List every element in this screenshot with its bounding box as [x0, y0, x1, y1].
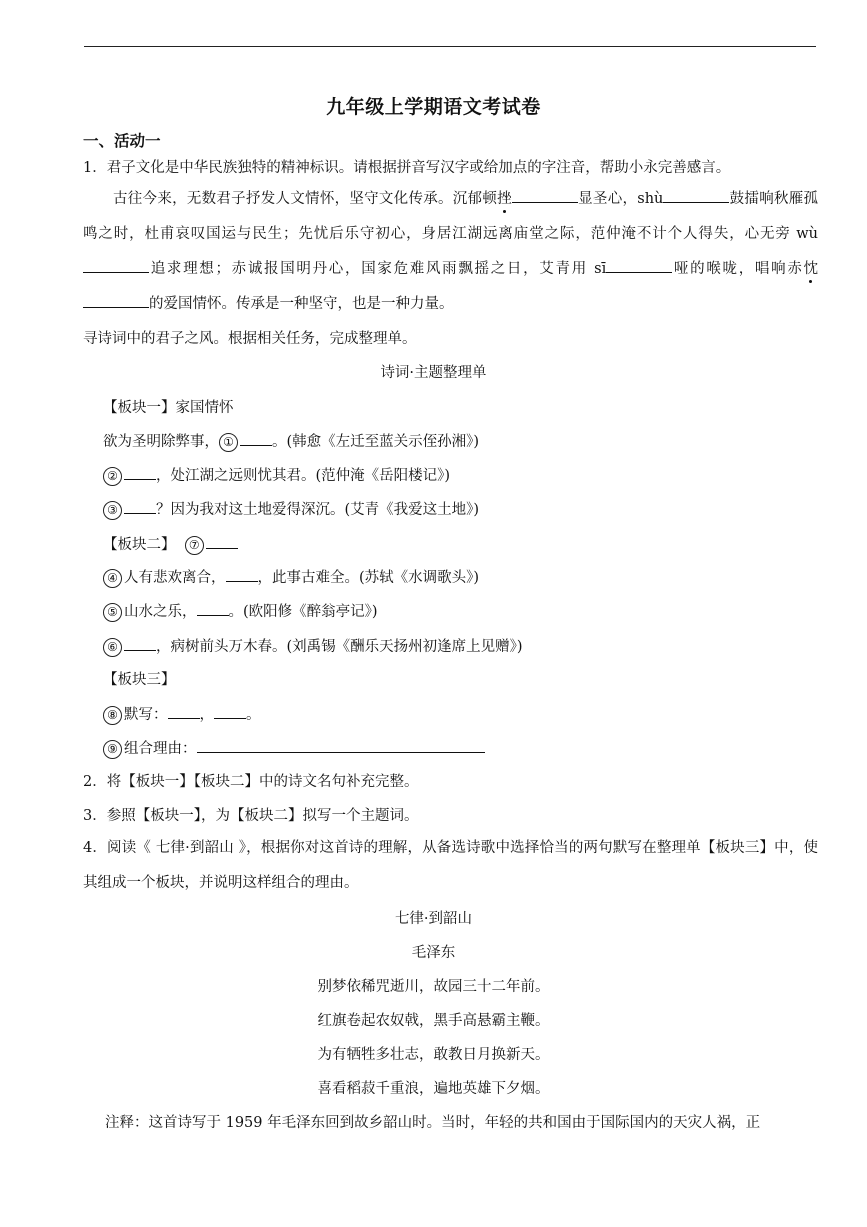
line-source: ，病树前头万木春。(刘禹锡《酬乐天扬州初逢席上见赠》)	[156, 639, 523, 655]
answer-blank-1[interactable]	[512, 188, 578, 203]
poem-line-4: 喜看稻菽千重浪，遍地英雄下夕烟。	[317, 1081, 550, 1097]
circle-number-1: ①	[219, 433, 238, 452]
answer-blank-2[interactable]	[663, 188, 729, 203]
poem-line-1: 别梦依稀咒逝川，故园三十二年前。	[317, 979, 550, 995]
circle-number-2: ②	[103, 467, 122, 486]
poem-line-2: 红旗卷起农奴戟，黑手高悬霸主鞭。	[317, 1013, 550, 1029]
block-1-heading: 【板块一】家国情怀	[103, 400, 234, 416]
circle-number-6: ⑥	[103, 638, 122, 657]
block-2-line-6	[103, 636, 523, 657]
fill-blank-2[interactable]	[124, 465, 156, 480]
block-3-line-9	[103, 738, 485, 759]
poem-author: 毛泽东	[411, 945, 456, 961]
table-title: 诗词·主题整理单	[380, 365, 487, 381]
circle-number-4: ④	[103, 569, 122, 588]
line-source: ？因为我对这土地爱得深沉。(艾青《我爱这土地》)	[156, 502, 480, 518]
header-rule	[84, 46, 816, 47]
line-text: 人有悲欢离合，	[124, 570, 226, 586]
question-1-intro: 1．君子文化是中华民族独特的精神标识。请根据拼音写汉字或给加点的字注音，帮助小永完善感言。	[83, 160, 731, 176]
poem-title: 七律·到韶山	[394, 911, 473, 927]
line-source: 。(韩愈《左迁至蓝关示侄孙湘》)	[272, 434, 480, 450]
poem-line-3: 为有牺牲多壮志，敢教日月换新天。	[317, 1047, 550, 1063]
passage-text-4: 追求理想；赤诚报国明丹心，国家危难风雨飘摇之日，艾青用 sī	[149, 261, 607, 277]
line-text: 欲为圣明除弊事，	[103, 434, 219, 450]
question-4: 4．阅读《 七律·到韶山 》，根据你对这首诗的理解，从备选诗歌中选择恰当的两句默写在整理单【板块三】中，使其组成一个板块，并说明这样组合的理由。	[83, 840, 818, 891]
circle-number-8: ⑧	[103, 706, 122, 725]
line-text: 默写：	[124, 707, 168, 723]
fill-blank-6[interactable]	[124, 636, 156, 651]
passage-text-1: 古往今来，无数君子抒发人文情怀，坚守文化传承。沉郁顿	[113, 191, 498, 207]
question-2: 2．将【板块一】【板块二】中的诗文名句补充完整。	[83, 774, 419, 790]
dotted-char-2: 忱	[803, 261, 819, 277]
page-title: 九年级上学期语文考试卷	[326, 96, 541, 118]
block-3-heading: 【板块三】	[103, 672, 176, 688]
line-source: 。(欧阳修《醉翁亭记》)	[228, 604, 378, 620]
fill-blank-8b[interactable]	[214, 704, 246, 719]
circle-number-3: ③	[103, 501, 122, 520]
block-2-heading: 【板块二】	[103, 537, 176, 553]
fill-blank-9[interactable]	[197, 738, 485, 753]
block-1-line-2	[103, 465, 450, 486]
line-sep: ，	[199, 707, 214, 723]
line-source: ，此事古难全。(苏轼《水调歌头》)	[257, 570, 480, 586]
passage-text-3: 鼓擂响秋雁孤鸣之时，杜甫哀叹国运与民生；先忧后乐守初心，身居江湖远离庙堂之际，范仲淹不计个人得失，心无旁 wù	[83, 191, 819, 242]
passage-text-2: 显圣心，shù	[577, 191, 664, 207]
block-3-line-8	[103, 704, 261, 725]
circle-number-7: ⑦	[185, 536, 204, 555]
block-2-heading-line	[103, 534, 238, 555]
passage-text-6: 的爱国情怀。传承是一种坚守，也是一种力量。	[149, 296, 454, 312]
task-instruction: 寻诗词中的君子之风。根据相关任务，完成整理单。	[83, 331, 417, 347]
question-1-passage	[83, 182, 818, 322]
answer-blank-5[interactable]	[83, 293, 149, 308]
block-1-line-3	[103, 499, 479, 520]
block-2-line-4	[103, 567, 479, 588]
fill-blank-7[interactable]	[206, 534, 238, 549]
section-heading: 一、活动一	[83, 132, 161, 150]
answer-blank-3[interactable]	[83, 258, 149, 273]
fill-blank-3[interactable]	[124, 499, 156, 514]
fill-blank-8a[interactable]	[168, 704, 200, 719]
poem-note: 注释：这首诗写于 1959 年毛泽东回到故乡韶山时。当时，年轻的共和国由于国际国内的天灾人祸，正	[105, 1115, 761, 1131]
fill-blank-5[interactable]	[197, 601, 229, 616]
block-1-line-1	[103, 431, 479, 452]
fill-blank-1[interactable]	[240, 431, 272, 446]
line-text: 山水之乐，	[124, 604, 197, 620]
circle-number-5: ⑤	[103, 603, 122, 622]
block-2-line-5	[103, 601, 378, 622]
line-end: 。	[246, 707, 261, 723]
fill-blank-4[interactable]	[226, 567, 258, 582]
passage-text-5: 哑的喉咙，唱响赤	[672, 261, 804, 277]
line-text: 组合理由：	[124, 741, 197, 757]
line-source: ，处江湖之远则忧其君。(范仲淹《岳阳楼记》)	[156, 468, 451, 484]
question-3: 3．参照【板块一】，为【板块二】拟写一个主题词。	[83, 808, 419, 824]
circle-number-9: ⑨	[103, 740, 122, 759]
answer-blank-4[interactable]	[606, 258, 672, 273]
dotted-char-1: 挫	[497, 191, 512, 207]
